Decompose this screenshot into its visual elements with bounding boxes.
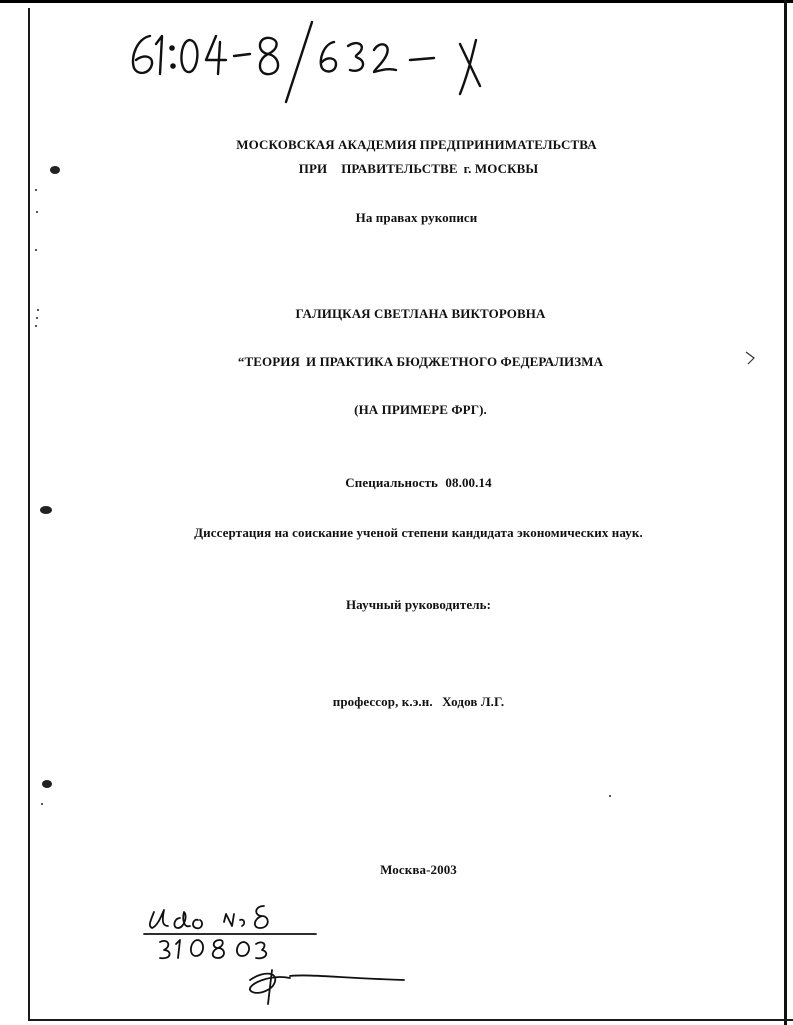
author-name: ГАЛИЦКАЯ СВЕТЛАНА ВИКТОРОВНА [295, 306, 546, 321]
dissertation-title-line-1-part-1: “ТЕОРИЯ [237, 354, 301, 369]
advisor-label: Научный руководитель: [345, 597, 492, 612]
handwritten-inventory-note [140, 900, 420, 1010]
advisor-line [22, 694, 793, 710]
city-year: Москва-2003 [380, 862, 457, 877]
organization-line-1: МОСКОВСКАЯ АКАДЕМИЯ ПРЕДПРИНИМАТЕЛЬСТВА [236, 137, 597, 152]
specialty-code: 08.00.14 [445, 475, 492, 490]
organization-line-2-part-2: ПРАВИТЕЛЬСТВЕ [341, 161, 458, 176]
specialty-label: Специальность [345, 475, 439, 490]
organization-line-2-part-1: ПРИ [298, 161, 328, 176]
dissertation-title-line-1-part-2: И ПРАКТИКА БЮДЖЕТНОГО ФЕДЕРАЛИЗМА [306, 354, 604, 369]
dissertation-title-line-2: (НА ПРИМЕРЕ ФРГ). [354, 402, 487, 417]
advisor-name: Ходов Л.Г. [442, 694, 505, 709]
dissertation-note: Диссертация на соискание ученой степени кандидата экономических наук. [194, 525, 643, 540]
organization-line-2 [22, 161, 793, 177]
organization-line-2-part-3: г. МОСКВЫ [463, 161, 539, 176]
dissertation-title-line-1 [24, 354, 793, 370]
advisor-position: профессор, к.э.н. [332, 694, 433, 709]
specialty-line [22, 475, 793, 491]
rights-note: На правах рукописи [355, 210, 478, 225]
